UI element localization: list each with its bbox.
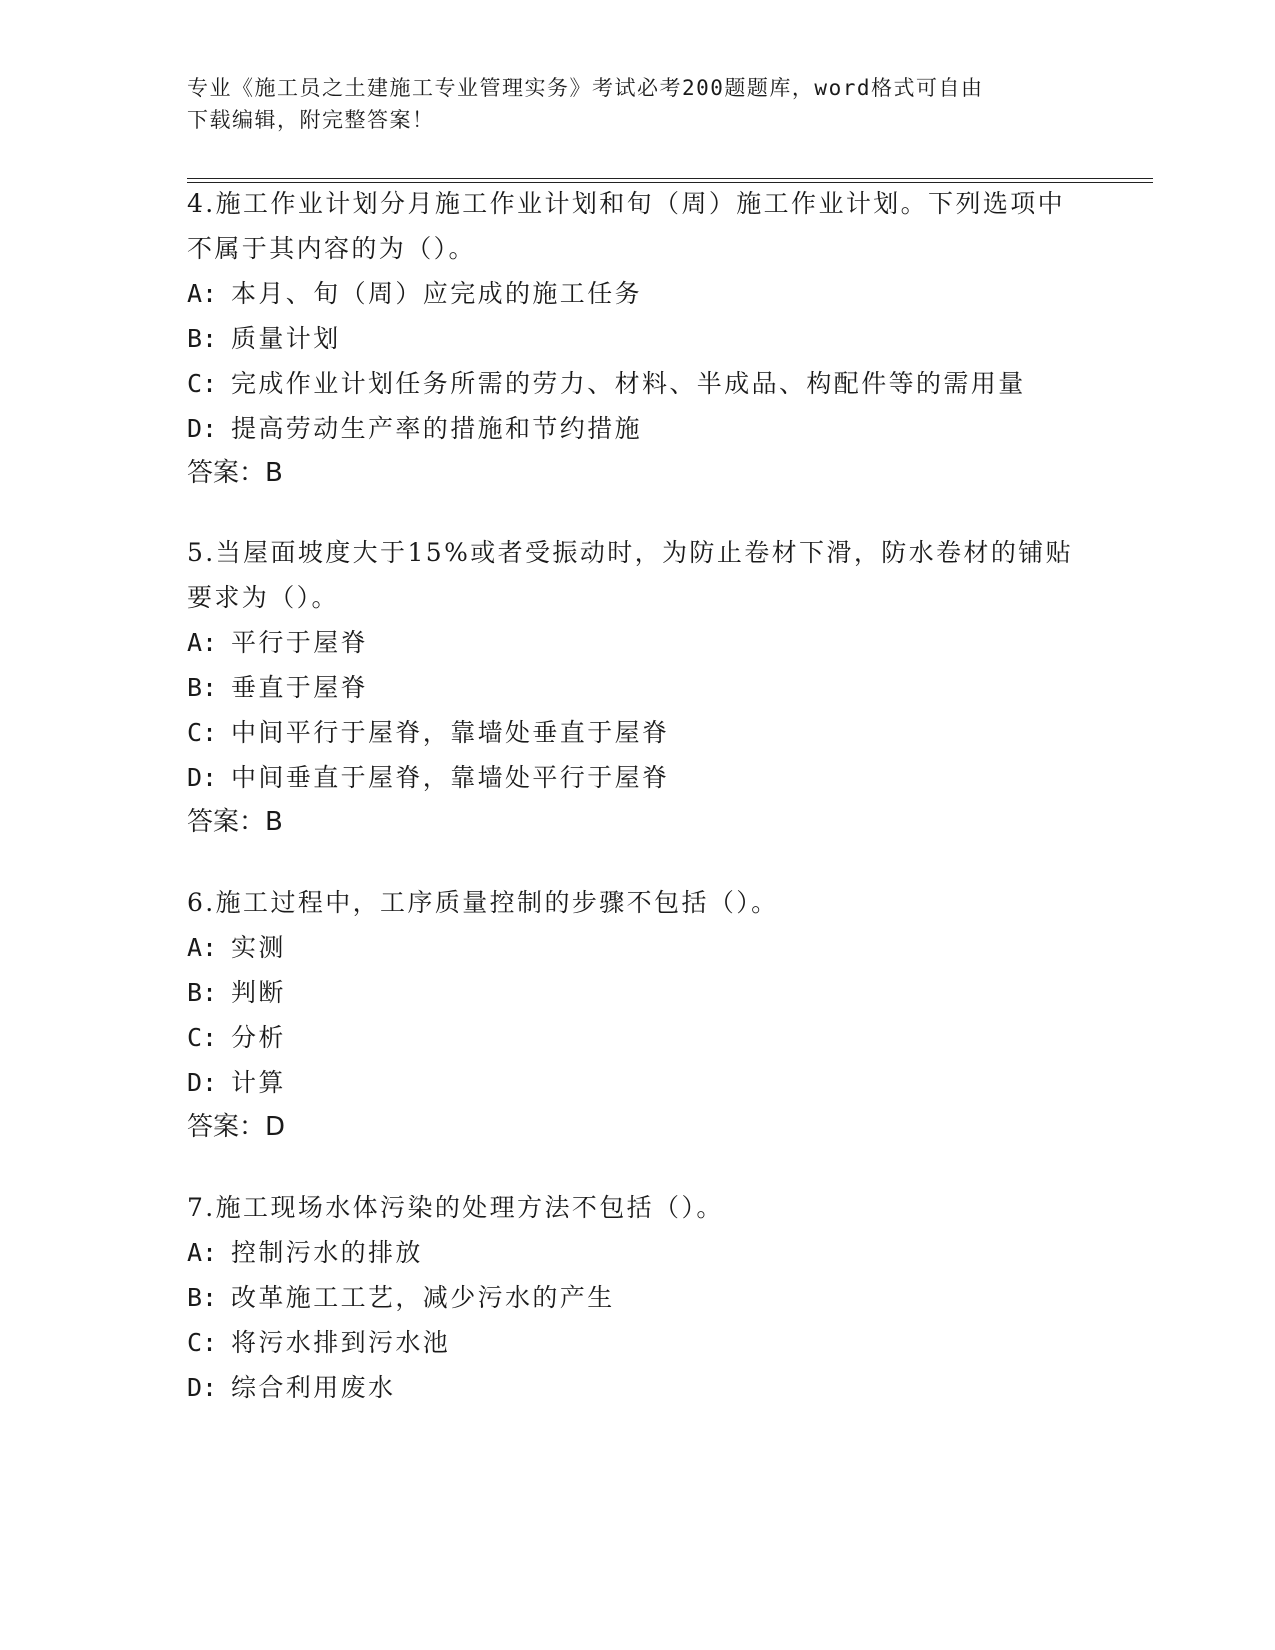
option-letter: D: <box>187 1373 218 1402</box>
answer: 答案：B <box>187 807 283 837</box>
option-letter: B: <box>187 1283 218 1312</box>
question-stem: 4.施工作业计划分月施工作业计划和旬（周）施工作业计划。下列选项中不属于其内容的为（）。 <box>187 189 1066 263</box>
question-6 <box>187 880 1087 1150</box>
option-d <box>187 1365 1087 1410</box>
option-a <box>187 271 1087 316</box>
answer: 答案：D <box>187 1112 286 1142</box>
option-text: 提高劳动生产率的措施和节约措施 <box>231 414 643 443</box>
option-letter: A: <box>187 279 218 308</box>
option-text: 实测 <box>231 933 286 962</box>
option-letter: D: <box>187 763 218 792</box>
option-letter: D: <box>187 1068 218 1097</box>
option-letter: B: <box>187 978 218 1007</box>
question-5 <box>187 530 1087 845</box>
option-letter: B: <box>187 673 218 702</box>
option-letter: B: <box>187 324 218 353</box>
option-c <box>187 710 1087 755</box>
option-text: 计算 <box>231 1068 286 1097</box>
option-a <box>187 1230 1087 1275</box>
option-letter: A: <box>187 933 218 962</box>
option-text: 质量计划 <box>231 324 341 353</box>
option-text: 改革施工工艺，减少污水的产生 <box>231 1283 615 1312</box>
option-text: 综合利用废水 <box>231 1373 396 1402</box>
option-text: 控制污水的排放 <box>231 1238 423 1267</box>
option-b <box>187 665 1087 710</box>
option-letter: C: <box>187 718 218 747</box>
option-text: 完成作业计划任务所需的劳力、材料、半成品、构配件等的需用量 <box>231 369 1026 398</box>
option-text: 将污水排到污水池 <box>231 1328 451 1357</box>
answer: 答案：B <box>187 458 283 488</box>
question-stem: 5.当屋面坡度大于15%或者受振动时，为防止卷材下滑，防水卷材的铺贴要求为（）。 <box>187 538 1074 612</box>
option-letter: A: <box>187 1238 218 1267</box>
option-b <box>187 316 1087 361</box>
option-b <box>187 970 1087 1015</box>
option-text: 分析 <box>231 1023 286 1052</box>
option-letter: A: <box>187 628 218 657</box>
option-c <box>187 361 1087 406</box>
question-4 <box>187 181 1087 496</box>
option-text: 中间垂直于屋脊，靠墙处平行于屋脊 <box>231 763 670 792</box>
option-a <box>187 925 1087 970</box>
option-text: 垂直于屋脊 <box>231 673 369 702</box>
option-letter: C: <box>187 1023 218 1052</box>
document-header <box>187 72 1067 136</box>
option-text: 平行于屋脊 <box>231 628 369 657</box>
option-d <box>187 755 1087 800</box>
header-line-1: 专业《施工员之土建施工专业管理实务》考试必考200题题库，word格式可自由 <box>187 76 984 100</box>
option-a <box>187 620 1087 665</box>
question-stem: 7.施工现场水体污染的处理方法不包括（）。 <box>187 1193 724 1222</box>
option-c <box>187 1015 1087 1060</box>
option-text: 判断 <box>231 978 286 1007</box>
option-c <box>187 1320 1087 1365</box>
header-line-2: 下载编辑，附完整答案！ <box>187 108 435 132</box>
question-stem: 6.施工过程中，工序质量控制的步骤不包括（）。 <box>187 888 779 917</box>
option-d <box>187 1060 1087 1105</box>
question-7 <box>187 1185 1087 1410</box>
option-letter: D: <box>187 414 218 443</box>
option-text: 中间平行于屋脊，靠墙处垂直于屋脊 <box>231 718 670 747</box>
option-letter: C: <box>187 1328 218 1357</box>
option-letter: C: <box>187 369 218 398</box>
option-text: 本月、旬（周）应完成的施工任务 <box>231 279 643 308</box>
option-b <box>187 1275 1087 1320</box>
option-d <box>187 406 1087 451</box>
